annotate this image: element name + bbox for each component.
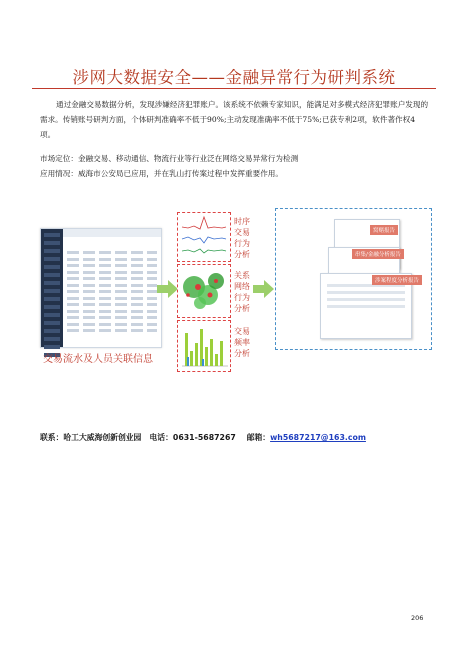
left-caption: 交易流水及人员关联信息 [43,354,153,365]
contact-email-label: 邮箱： [246,433,271,442]
report-tag: 串集/金融分析报告 [352,249,404,259]
contact-line [40,432,366,443]
page-number: 206 [411,614,424,622]
market-paragraph: 市场定位：金融交易、移动通信、物流行业等行业泛在网络交易异常行为检测 [40,154,299,163]
intro-paragraph [40,97,430,142]
screenshot-sidebar [41,229,63,347]
frequency-chart [177,320,231,372]
intro-text: 通过金融交易数据分析，发现涉嫌经济犯罪账户。该系统不依赖专家知识，能满足对多模式经济犯罪账户发现的需求。传销账号研判方面，个体研判准确率不低于90%;主动发现准确率不低于75%;已获专利2项，软件著作权4项。 [40,100,429,139]
report-tag: 窝赌报告 [370,225,398,235]
contact-phone: 电话：0631-5687267 [149,433,236,442]
application-paragraph: 应用情况：威海市公安局已应用，并在乳山打传案过程中发挥重要作用。 [40,169,283,178]
contact-org: 联系：哈工大威海创新创业园 [40,433,142,442]
arrow-right-icon [157,280,179,298]
page-title: 涉网大数据安全——金融异常行为研判系统 [72,68,396,87]
transaction-screenshot [40,228,162,348]
screenshot-topbar [63,229,161,237]
relation-network-chart [177,264,231,318]
contact-email-link[interactable]: wh5687217@163.com [270,433,366,442]
title-divider [32,88,436,89]
report-panel [275,208,432,350]
screenshot-table [67,251,157,336]
time-series-chart [177,212,231,262]
time-series-label: 时序交易行为分析 [234,217,250,259]
report-tag: 涉案程度分析报告 [372,275,422,285]
relation-network-label: 关系网络行为分析 [234,271,250,313]
arrow-right-icon [253,280,275,298]
frequency-label: 交易频率分析 [234,327,250,358]
